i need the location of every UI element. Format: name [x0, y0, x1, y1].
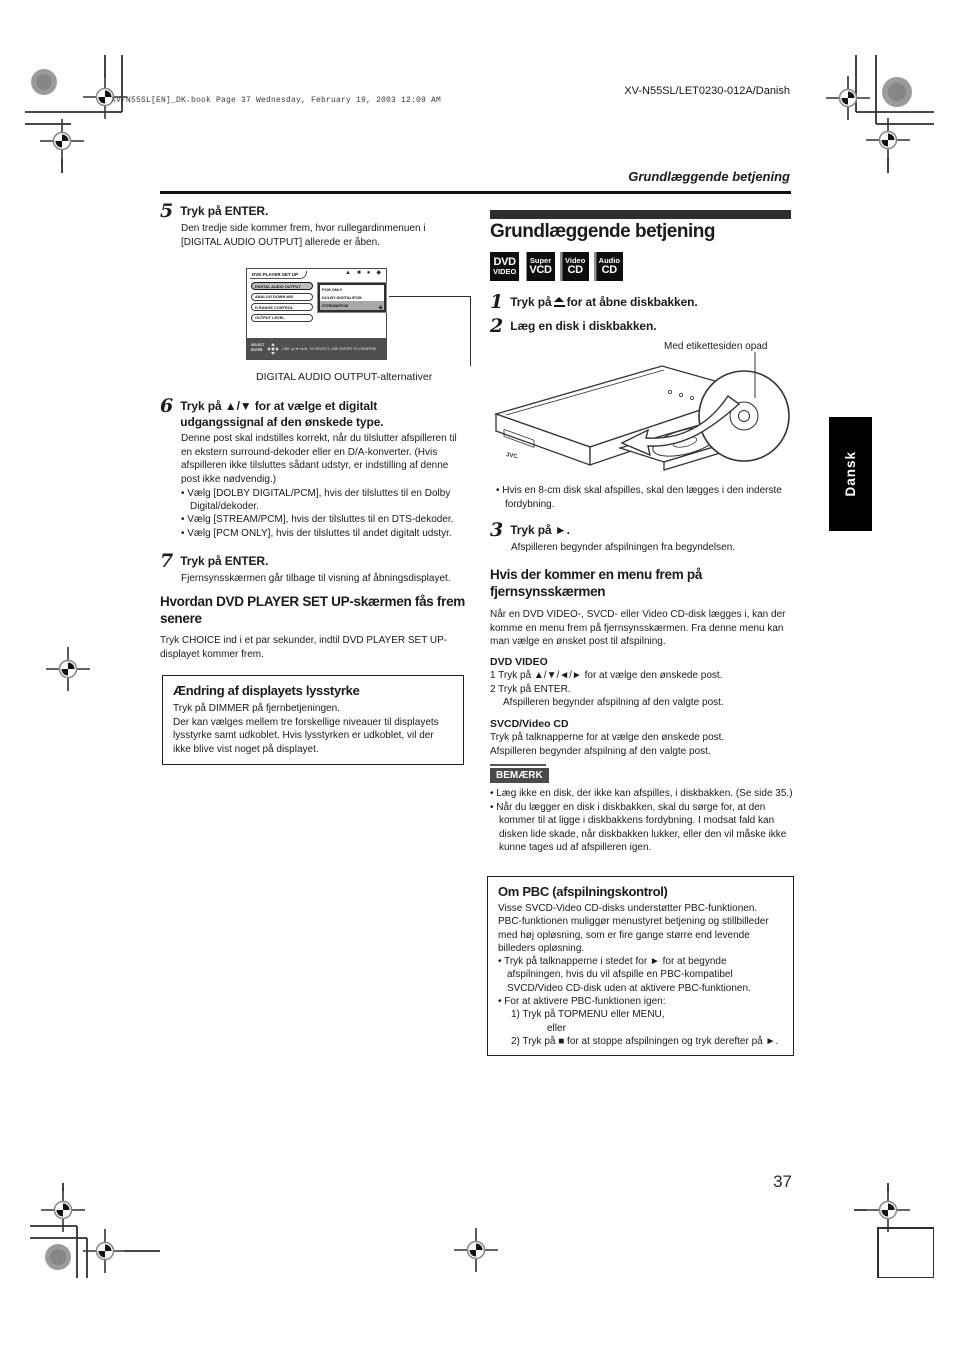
subheading: DVD VIDEO	[490, 656, 548, 668]
step-title: Tryk på for at åbne diskbakken.	[510, 295, 698, 309]
pbc-box	[487, 876, 794, 1056]
disc-label-caption: Med etikettesiden opad	[664, 341, 768, 352]
note-divider	[490, 764, 546, 766]
menu-section-body: Når en DVD VIDEO-, SVCD- eller Video CD-disk lægges i, kan der komme en menu frem på fjernsynsskærmen. Fra denne menu kan man vælge en ønsket post til afspilning.	[490, 609, 786, 647]
picture-icon: ■	[357, 270, 361, 276]
box-title: Ændring af displayets lysstyrke	[173, 683, 360, 698]
instruction-line: Afspilleren begynder afspilning af den valgte post.	[490, 745, 711, 757]
dvd-video-logo: DVD VIDEO	[490, 252, 519, 281]
dropdown-option: DOLBY DIGITAL/PCM	[322, 294, 362, 300]
dimmer-box	[162, 675, 464, 765]
super-vcd-logo: Super VCD	[524, 252, 554, 281]
8cm-disc-note: • Hvis en 8-cm disk skal afspilles, skal den lægges i den inderste fordybning.	[496, 484, 799, 511]
pencil-icon: ◆	[376, 270, 381, 276]
dropdown-menu	[318, 283, 386, 312]
dropdown-option-selected: STREAM/PCM	[320, 301, 384, 309]
language-tab-label: Dansk	[843, 451, 858, 497]
tv-screen	[246, 268, 387, 360]
step-number: 7	[160, 550, 174, 572]
screen-status-bar	[247, 338, 386, 359]
step-1	[490, 291, 791, 313]
step-7	[160, 550, 466, 586]
list-item: • Vælg [DOLBY DIGITAL/PCM], hvis der tilsluttes til en Dolby Digital/dekoder.	[181, 487, 466, 513]
step-6	[160, 395, 466, 540]
registration-mark-bottom-center	[452, 1226, 500, 1274]
step-2	[490, 315, 791, 337]
step-body: Den tredje side kommer frem, hvor rullegardinmenuen i [DIGITAL AUDIO OUTPUT] allerede er åben.	[181, 223, 426, 248]
page-title: Grundlæggende betjening	[490, 221, 715, 242]
menu-item-output-level: OUTPUT LEVEL	[251, 314, 313, 322]
howto-heading: Hvordan DVD PLAYER SET UP-skærmen fås frem senere	[160, 594, 465, 626]
sub-step-or: eller	[547, 1022, 566, 1034]
audio-cd-logo: Audio CD	[594, 252, 623, 281]
enter-label: ENTER	[251, 348, 263, 352]
box-body: Der kan vælges mellem tre forskellige niveauer til displayets lysstyrke samt udkoblet. Hvis lysstyrken er udkoblet, vil der ikke blive vist noget på displayet.	[173, 716, 439, 755]
instruction-line: 1 Tryk på ▲/▼/◄/► for at vælge den ønskede post.	[490, 670, 723, 681]
language-tab	[829, 417, 872, 531]
instruction-line: Tryk på talknapperne for at vælge den ønskede post.	[490, 732, 725, 743]
step-number: 1	[490, 291, 504, 313]
registration-marks-bottom-right	[794, 1183, 934, 1278]
step-title: Tryk på ENTER.	[180, 554, 269, 568]
print-job-line: XV-N55SL[EN]_DK.book Page 37 Wednesday, February 19, 2003 12:09 AM	[111, 96, 442, 105]
screen-icon-row	[345, 270, 381, 277]
step-number: 2	[490, 315, 504, 337]
step-number: 6	[160, 395, 174, 417]
step-body: Fjernsynsskærmen går tilbage til visning af åbningsdisplayet.	[181, 573, 451, 584]
dvd-player-illustration	[492, 352, 794, 485]
dvd-video-instructions	[490, 655, 793, 710]
step-number: 3	[490, 519, 504, 541]
list-item: • Vælg [PCM ONLY], hvis der tilsluttes til andet digitalt udstyr.	[181, 527, 466, 540]
registration-mark-left-middle	[44, 645, 92, 693]
dropdown-option: PCM ONLY	[322, 286, 343, 292]
step-title: Tryk på ▲/▼ for at vælge et digitalt udgangssignal af den ønskede type.	[180, 399, 384, 429]
menu-item-d-range-control: D RANGE CONTROL	[251, 303, 313, 311]
box-title: Om PBC (afspilningskontrol)	[498, 884, 668, 899]
disc-icon: ●	[366, 270, 371, 276]
video-cd-logo: Video CD	[560, 252, 589, 281]
callout-line	[470, 296, 471, 366]
step-body: Afspilleren begynder afspilningen fra begyndelsen.	[511, 542, 736, 553]
step-title: Tryk på ►.	[510, 523, 570, 537]
section-bar	[490, 210, 791, 219]
menu-item-digital-audio-output: DIGITAL AUDIO OUTPUT	[251, 282, 313, 290]
sub-step: 1) Tryk på TOPMENU eller MENU,	[511, 1009, 665, 1021]
page-number: 37	[773, 1172, 792, 1191]
disc-format-logos	[490, 252, 623, 281]
setup-screen-diagram	[160, 264, 472, 390]
step-title: Læg en disk i diskbakken.	[510, 319, 657, 333]
list-item: • Vælg [STREAM/PCM], hvis der tilsluttes til en DTS-dekoder.	[181, 513, 466, 526]
step-number: 5	[160, 200, 174, 222]
instruction-line: 2 Tryk på ENTER.	[490, 683, 571, 695]
brand-mark: JVC	[506, 452, 518, 461]
screen-title: DVD PLAYER SET UP	[250, 271, 307, 279]
note-badge: BEMÆRK	[490, 768, 549, 783]
box-body: Visse SVCD-Video CD-disks understøtter PBC-funktionen. PBC-funktionen muliggør menustyret betjening og stillbilleder med høj opløsning, som er fire gange større end levende billeders opløsning.	[498, 903, 769, 954]
menu-item-analog-down-mix: ANALOG DOWN MIX	[251, 293, 313, 301]
cursor-icon	[378, 305, 384, 311]
step-body: Denne post skal indstilles korrekt, når du tilslutter afspilleren til en ekstern surround-dekoder eller en D/A-konverter. (Hvis afspilleren ikke tilsluttes sådant udstyr, er indstilling af denne post ikke nødvendig.)	[181, 433, 457, 485]
registration-marks-top-left	[25, 55, 160, 173]
select-label: SELECT	[251, 343, 265, 348]
svcd-instructions	[490, 717, 793, 758]
step-3	[490, 519, 791, 555]
status-hint: USE ▲/▼/◄/► TO SELECT, USE ENTER TO CONFIRM	[282, 346, 376, 351]
callout-line	[389, 296, 470, 297]
model-reference: XV-N55SL/LET0230-012A/Danish	[624, 85, 790, 97]
header-rule	[160, 191, 791, 194]
list-item: • Tryk på talknapperne i stedet for ► for at begynde afspilningen, hvis du vil afspille en PBC-kompatibel SVCD/Video CD-disk uden at aktivere PBC-funktionen.	[498, 955, 783, 995]
sub-step: 2) Tryk på ■ for at stoppe afspilningen og tryk derefter på ►.	[511, 1035, 779, 1047]
menu-section-heading: Hvis der kommer en menu frem på fjernsynsskærmen	[490, 567, 703, 599]
list-item: • For at aktivere PBC-funktionen igen:	[498, 995, 783, 1008]
instruction-line: Afspilleren begynder afspilning af den valgte post.	[503, 697, 724, 708]
audio-icon: ▲	[345, 270, 352, 276]
step-5	[160, 200, 466, 249]
registration-marks-top-right	[794, 55, 934, 173]
howto-body: Tryk CHOICE ind i et par sekunder, indtil DVD PLAYER SET UP-displayet kommer frem.	[160, 635, 448, 660]
registration-marks-bottom-left	[25, 1183, 160, 1278]
step-title: Tryk på ENTER.	[180, 204, 269, 218]
note-list	[490, 787, 794, 855]
eject-icon	[554, 297, 565, 307]
running-header: Grundlæggende betjening	[628, 169, 790, 184]
list-item: • Når du lægger en disk i diskbakken, skal du sørge for, at den kommer til at ligge i diskbakkens fordybning. I modsat fald kan disken lide skade, når diskbakken lukker, eller den vil måske ikke kunne tages ud af afspilleren igen.	[490, 801, 794, 855]
subheading: SVCD/Video CD	[490, 718, 569, 730]
setup-menu	[251, 282, 313, 322]
box-body: Tryk på DIMMER på fjernbetjeningen.	[173, 703, 340, 714]
dpad-icon	[267, 343, 279, 355]
diagram-caption: DIGITAL AUDIO OUTPUT-alternativer	[256, 371, 433, 383]
list-item: • Læg ikke en disk, der ikke kan afspilles, i diskbakken. (Se side 35.)	[490, 787, 794, 801]
